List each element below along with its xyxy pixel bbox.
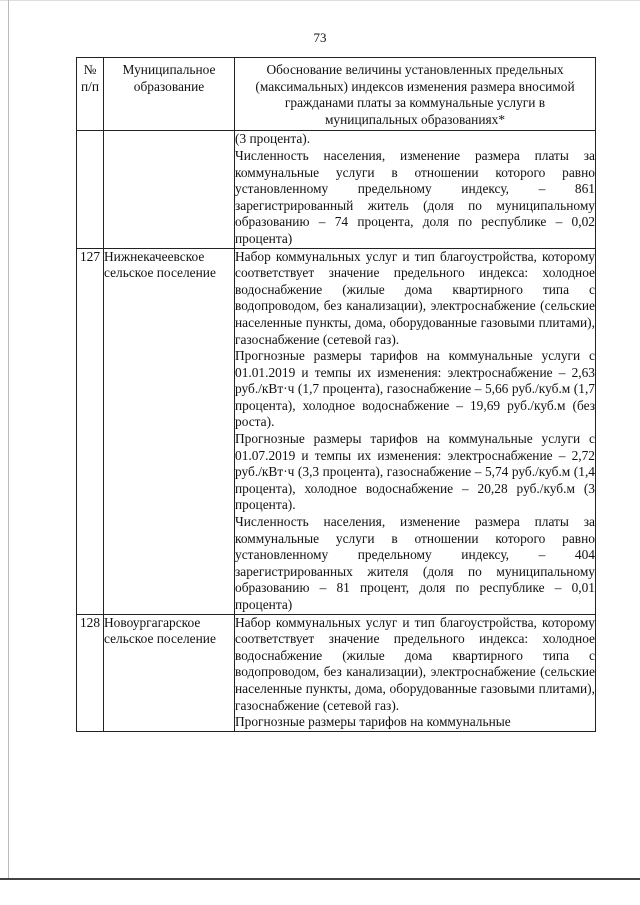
paragraph: Набор коммунальных услуг и тип благоустройства, которому соответствует значение предельного индекса: холодное водоснабжение (жилые дома квартирного типа с водопроводом, без канализации), электроснабжение (сельские населенные пункты, дома, оборудованные газовыми плитами), газоснабжение (сетевой газ). bbox=[235, 614, 595, 713]
row-number: 128 bbox=[77, 614, 104, 731]
page-number: 73 bbox=[313, 30, 327, 45]
paragraph: Прогнозные размеры тарифов на коммунальные bbox=[235, 714, 511, 730]
paragraph: Набор коммунальных услуг и тип благоустройства, которому соответствует значение предельного индекса: холодное водоснабжение (жилые дома квартирного типа с водопроводом, без канализации), электроснабжение (сельские населенные пункты, дома, оборудованные газовыми плитами), газоснабжение (сетевой газ). bbox=[235, 248, 595, 347]
table-header-row bbox=[77, 58, 596, 131]
scan-bottom-edge bbox=[0, 878, 640, 880]
table-row bbox=[77, 614, 596, 731]
row-number: 127 bbox=[77, 248, 104, 614]
header-justification: Обоснование величины установленных предельных (максимальных) индексов изменения размера вносимой гражданами платы за коммунальные услуги в муниципальных образованиях* bbox=[235, 58, 596, 131]
row-justification bbox=[235, 614, 596, 731]
header-num: № п/п bbox=[77, 58, 104, 131]
row-municipality: Новоургагарское сельское поселение bbox=[104, 614, 235, 731]
row-municipality: Нижнекачеевское сельское поселение bbox=[104, 248, 235, 614]
row-justification bbox=[235, 131, 596, 248]
scan-left-edge bbox=[8, 0, 9, 878]
row-justification bbox=[235, 248, 596, 614]
paragraph: (3 процента). bbox=[235, 131, 311, 147]
paragraph: Численность населения, изменение размера платы за коммунальные услуги в отношении которого равно установленному предельному индексу, – 404 зарегистрированных жителя (доля по муниципальному образованию – 81 процент, доля по республике – 0,01 процента) bbox=[235, 514, 595, 612]
tariff-table bbox=[76, 57, 596, 732]
row-municipality bbox=[104, 131, 235, 248]
paragraph: Прогнозные размеры тарифов на коммунальные услуги с 01.01.2019 и темпы их изменения: электроснабжение – 2,63 руб./кВт·ч (1,7 процента), газоснабжение – 5,66 руб./куб.м (1,7 процента), холодное водоснабжение – 19,69 руб./куб.м (без роста). bbox=[235, 348, 595, 430]
page-top-edge bbox=[0, 0, 640, 1]
paragraph: Прогнозные размеры тарифов на коммунальные услуги с 01.07.2019 и темпы их изменения: электроснабжение – 2,72 руб./кВт·ч (3,3 процента), газоснабжение – 5,74 руб./куб.м (1,4 процента), холодное водоснабжение – 20,28 руб./куб.м (3 процента). bbox=[235, 431, 595, 513]
row-number bbox=[77, 131, 104, 248]
paragraph: Численность населения, изменение размера платы за коммунальные услуги в отношении которого равно установленному предельному индексу, – 861 зарегистрированный житель (доля по муниципальному образованию – 74 процента, доля по республике – 0,02 процента) bbox=[235, 147, 595, 246]
table-row bbox=[77, 248, 596, 614]
table-row bbox=[77, 131, 596, 248]
header-municipality: Муниципальное образование bbox=[104, 58, 235, 131]
